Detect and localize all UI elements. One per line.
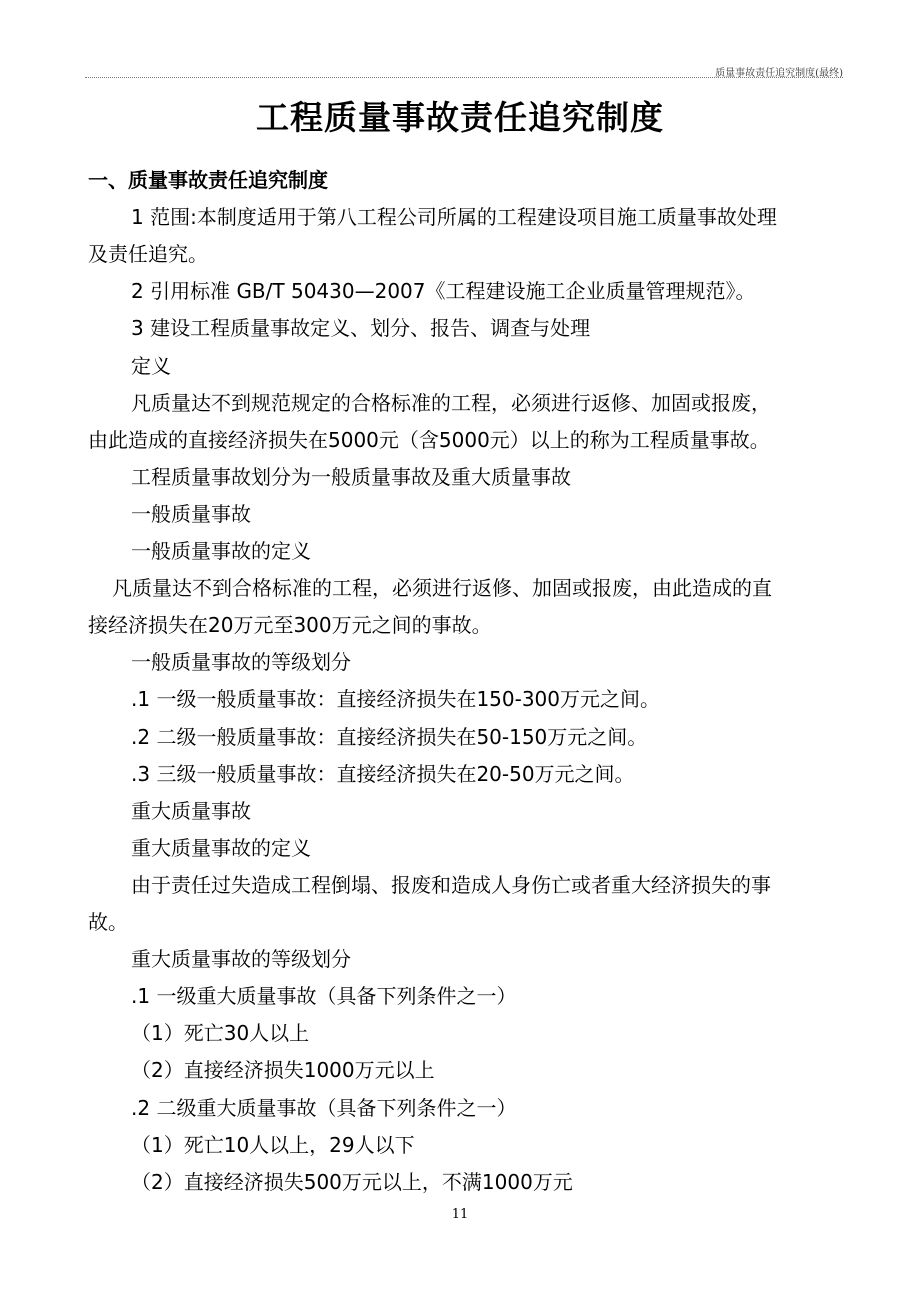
text-line: 定义 — [131, 353, 171, 378]
text-line: 3 建设工程质量事故定义、划分、报告、调查与处理 — [131, 316, 591, 341]
text-line: 2 引用标准 GB/T 50430—2007《工程建设施工企业质量管理规范》。 — [131, 279, 756, 304]
text-line: 接经济损失在20万元至300万元之间的事故。 — [88, 613, 492, 638]
text-line: 工程质量事故划分为一般质量事故及重大质量事故 — [131, 464, 571, 489]
page-number: 11 — [451, 1207, 469, 1222]
text-line: 凡质量达不到规范规定的合格标准的工程，必须进行返修、加固或报废， — [131, 390, 771, 415]
text-line: .3 三级一般质量事故：直接经济损失在20-50万元之间。 — [131, 761, 635, 786]
text-line: 1 范围:本制度适用于第八工程公司所属的工程建设项目施工质量事故处理 — [131, 205, 777, 230]
text-line: 及责任追究。 — [88, 242, 208, 267]
document-title: 工程质量事故责任追究制度 — [256, 98, 664, 137]
text-line: （1）死亡30人以上 — [131, 1021, 310, 1046]
text-line: 故。 — [88, 910, 128, 934]
text-line: 由此造成的直接经济损失在5000元（含5000元）以上的称为工程质量事故。 — [88, 427, 770, 452]
text-line: .2 二级一般质量事故：直接经济损失在50-150万元之间。 — [131, 724, 648, 749]
text-line: （2）直接经济损失500万元以上，不满1000万元 — [131, 1169, 573, 1194]
text-line: 重大质量事故的等级划分 — [131, 947, 351, 972]
text-line: 重大质量事故的定义 — [131, 835, 311, 860]
text-line: .1 一级一般质量事故：直接经济损失在150-300万元之间。 — [131, 687, 661, 712]
text-line: 凡质量达不到合格标准的工程，必须进行返修、加固或报废，由此造成的直 — [112, 576, 772, 601]
text-line: .2 二级重大质量事故（具备下列条件之一） — [131, 1095, 517, 1120]
text-line: （1）死亡10人以上，29人以下 — [131, 1132, 415, 1157]
section-heading: 一、质量事故责任追究制度 — [88, 168, 328, 192]
running-header: 质量事故责任追究制度(最终) — [715, 68, 843, 79]
text-line: 一般质量事故的等级划分 — [131, 650, 351, 675]
text-line: 重大质量事故 — [131, 798, 251, 823]
text-line: （2）直接经济损失1000万元以上 — [131, 1058, 435, 1083]
text-line: .1 一级重大质量事故（具备下列条件之一） — [131, 984, 517, 1009]
header-divider — [85, 77, 843, 78]
text-line: 一般质量事故的定义 — [131, 539, 311, 563]
text-line: 由于责任过失造成工程倒塌、报废和造成人身伤亡或者重大经济损失的事 — [131, 872, 771, 897]
text-line: 一般质量事故 — [131, 501, 251, 526]
